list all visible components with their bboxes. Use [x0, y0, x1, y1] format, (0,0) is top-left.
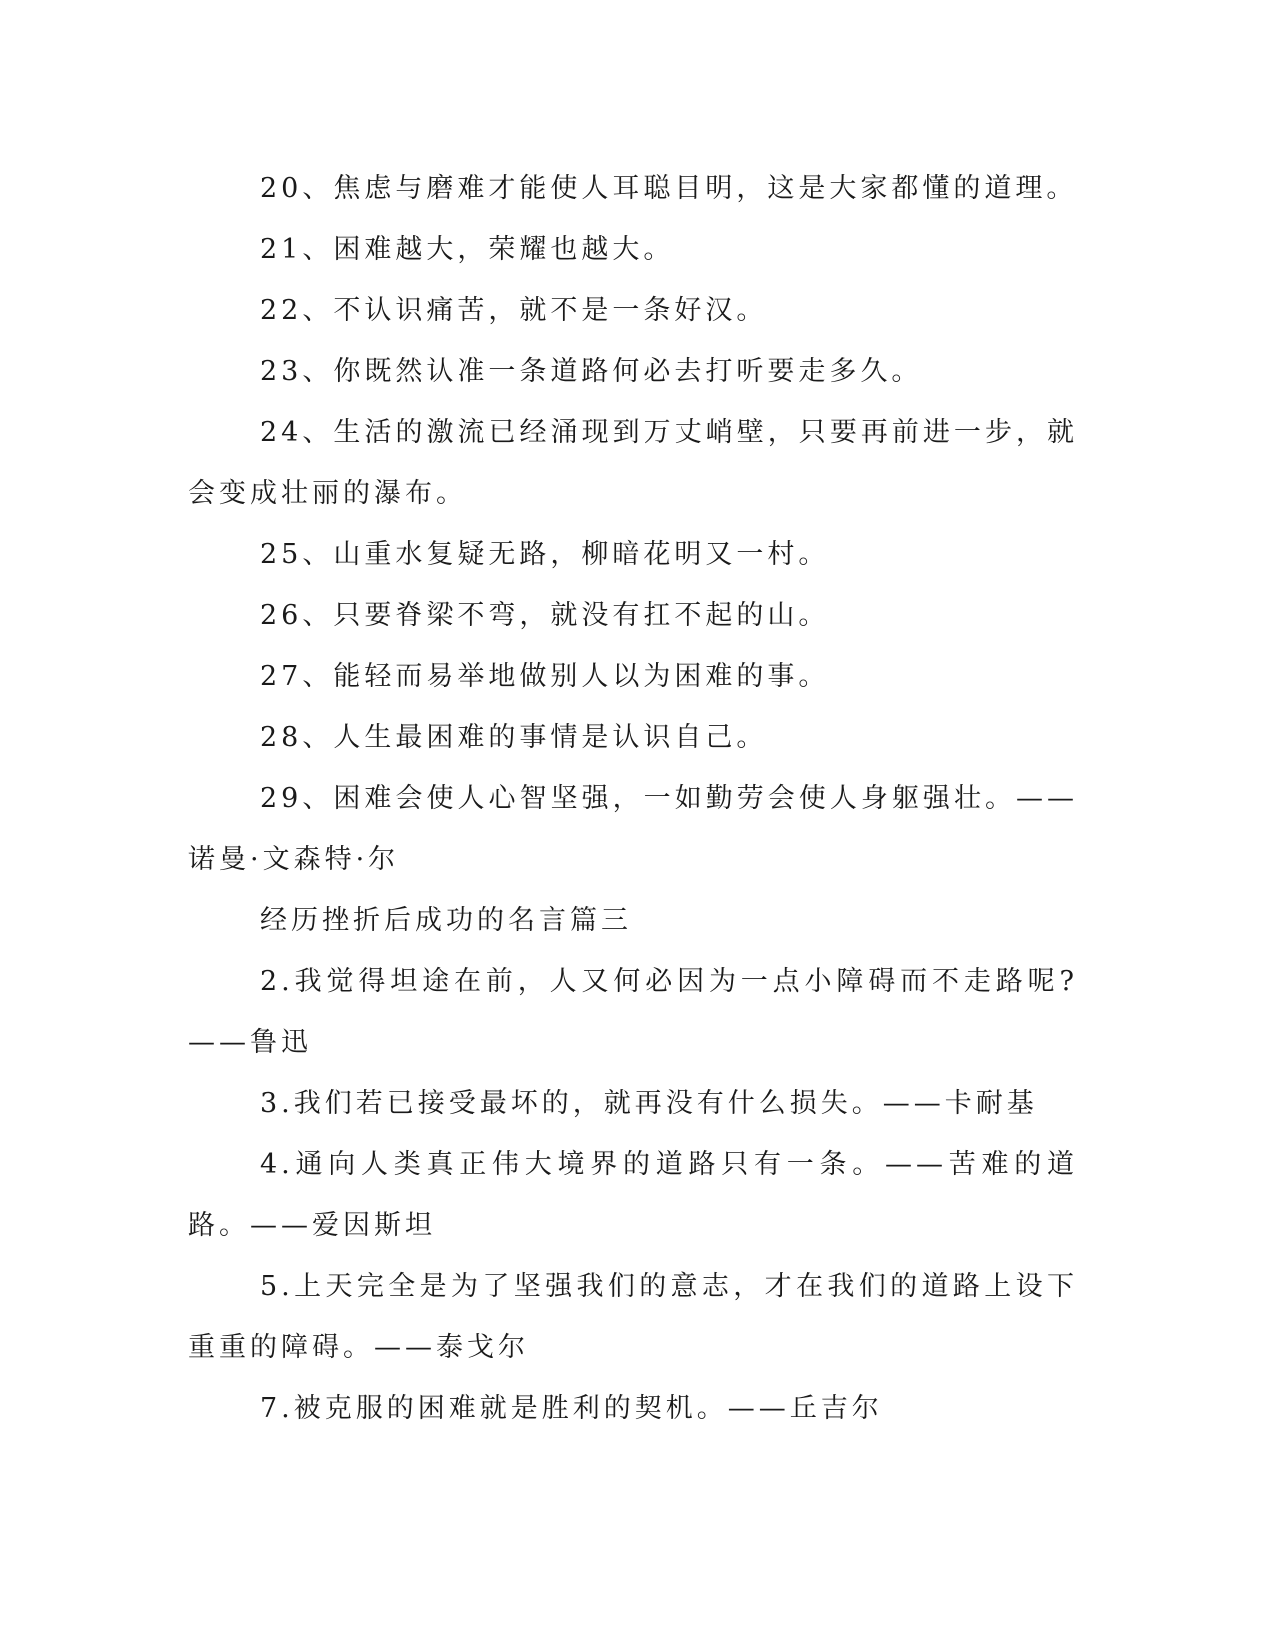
quote-item-24: 24、生活的激流已经涌现到万丈峭壁，只要再前进一步，就会变成壮丽的瀑布。 — [188, 417, 1078, 509]
quote-item-29: 29、困难会使人心智坚强，一如勤劳会使人身躯强壮。——诺曼·文森特·尔 — [188, 783, 1078, 875]
quote-item-3: 3.我们若已接受最坏的，就再没有什么损失。——卡耐基 — [260, 1088, 1038, 1119]
quote-item-28: 28、人生最困难的事情是认识自己。 — [260, 722, 768, 753]
quote-item-4: 4.通向人类真正伟大境界的道路只有一条。——苦难的道路。——爱因斯坦 — [188, 1149, 1078, 1241]
quote-item-7: 7.被克服的困难就是胜利的契机。——丘吉尔 — [260, 1393, 883, 1424]
quote-item-26: 26、只要脊梁不弯，就没有扛不起的山。 — [260, 600, 830, 631]
quote-item-20: 20、焦虑与磨难才能使人耳聪目明，这是大家都懂的道理。 — [260, 173, 1078, 204]
quote-item-22: 22、不认识痛苦，就不是一条好汉。 — [260, 295, 768, 326]
quote-item-2: 2.我觉得坦途在前，人又何必因为一点小障碍而不走路呢?——鲁迅 — [188, 966, 1078, 1058]
quote-item-5: 5.上天完全是为了坚强我们的意志，才在我们的道路上设下重重的障碍。——泰戈尔 — [188, 1271, 1078, 1363]
quote-item-27: 27、能轻而易举地做别人以为困难的事。 — [260, 661, 830, 692]
section-heading: 经历挫折后成功的名言篇三 — [260, 905, 632, 936]
quote-item-23: 23、你既然认准一条道路何必去打听要走多久。 — [260, 356, 923, 387]
quote-item-25: 25、山重水复疑无路，柳暗花明又一村。 — [260, 539, 830, 570]
quote-item-21: 21、困难越大，荣耀也越大。 — [260, 234, 675, 265]
document-body — [188, 158, 1078, 1439]
